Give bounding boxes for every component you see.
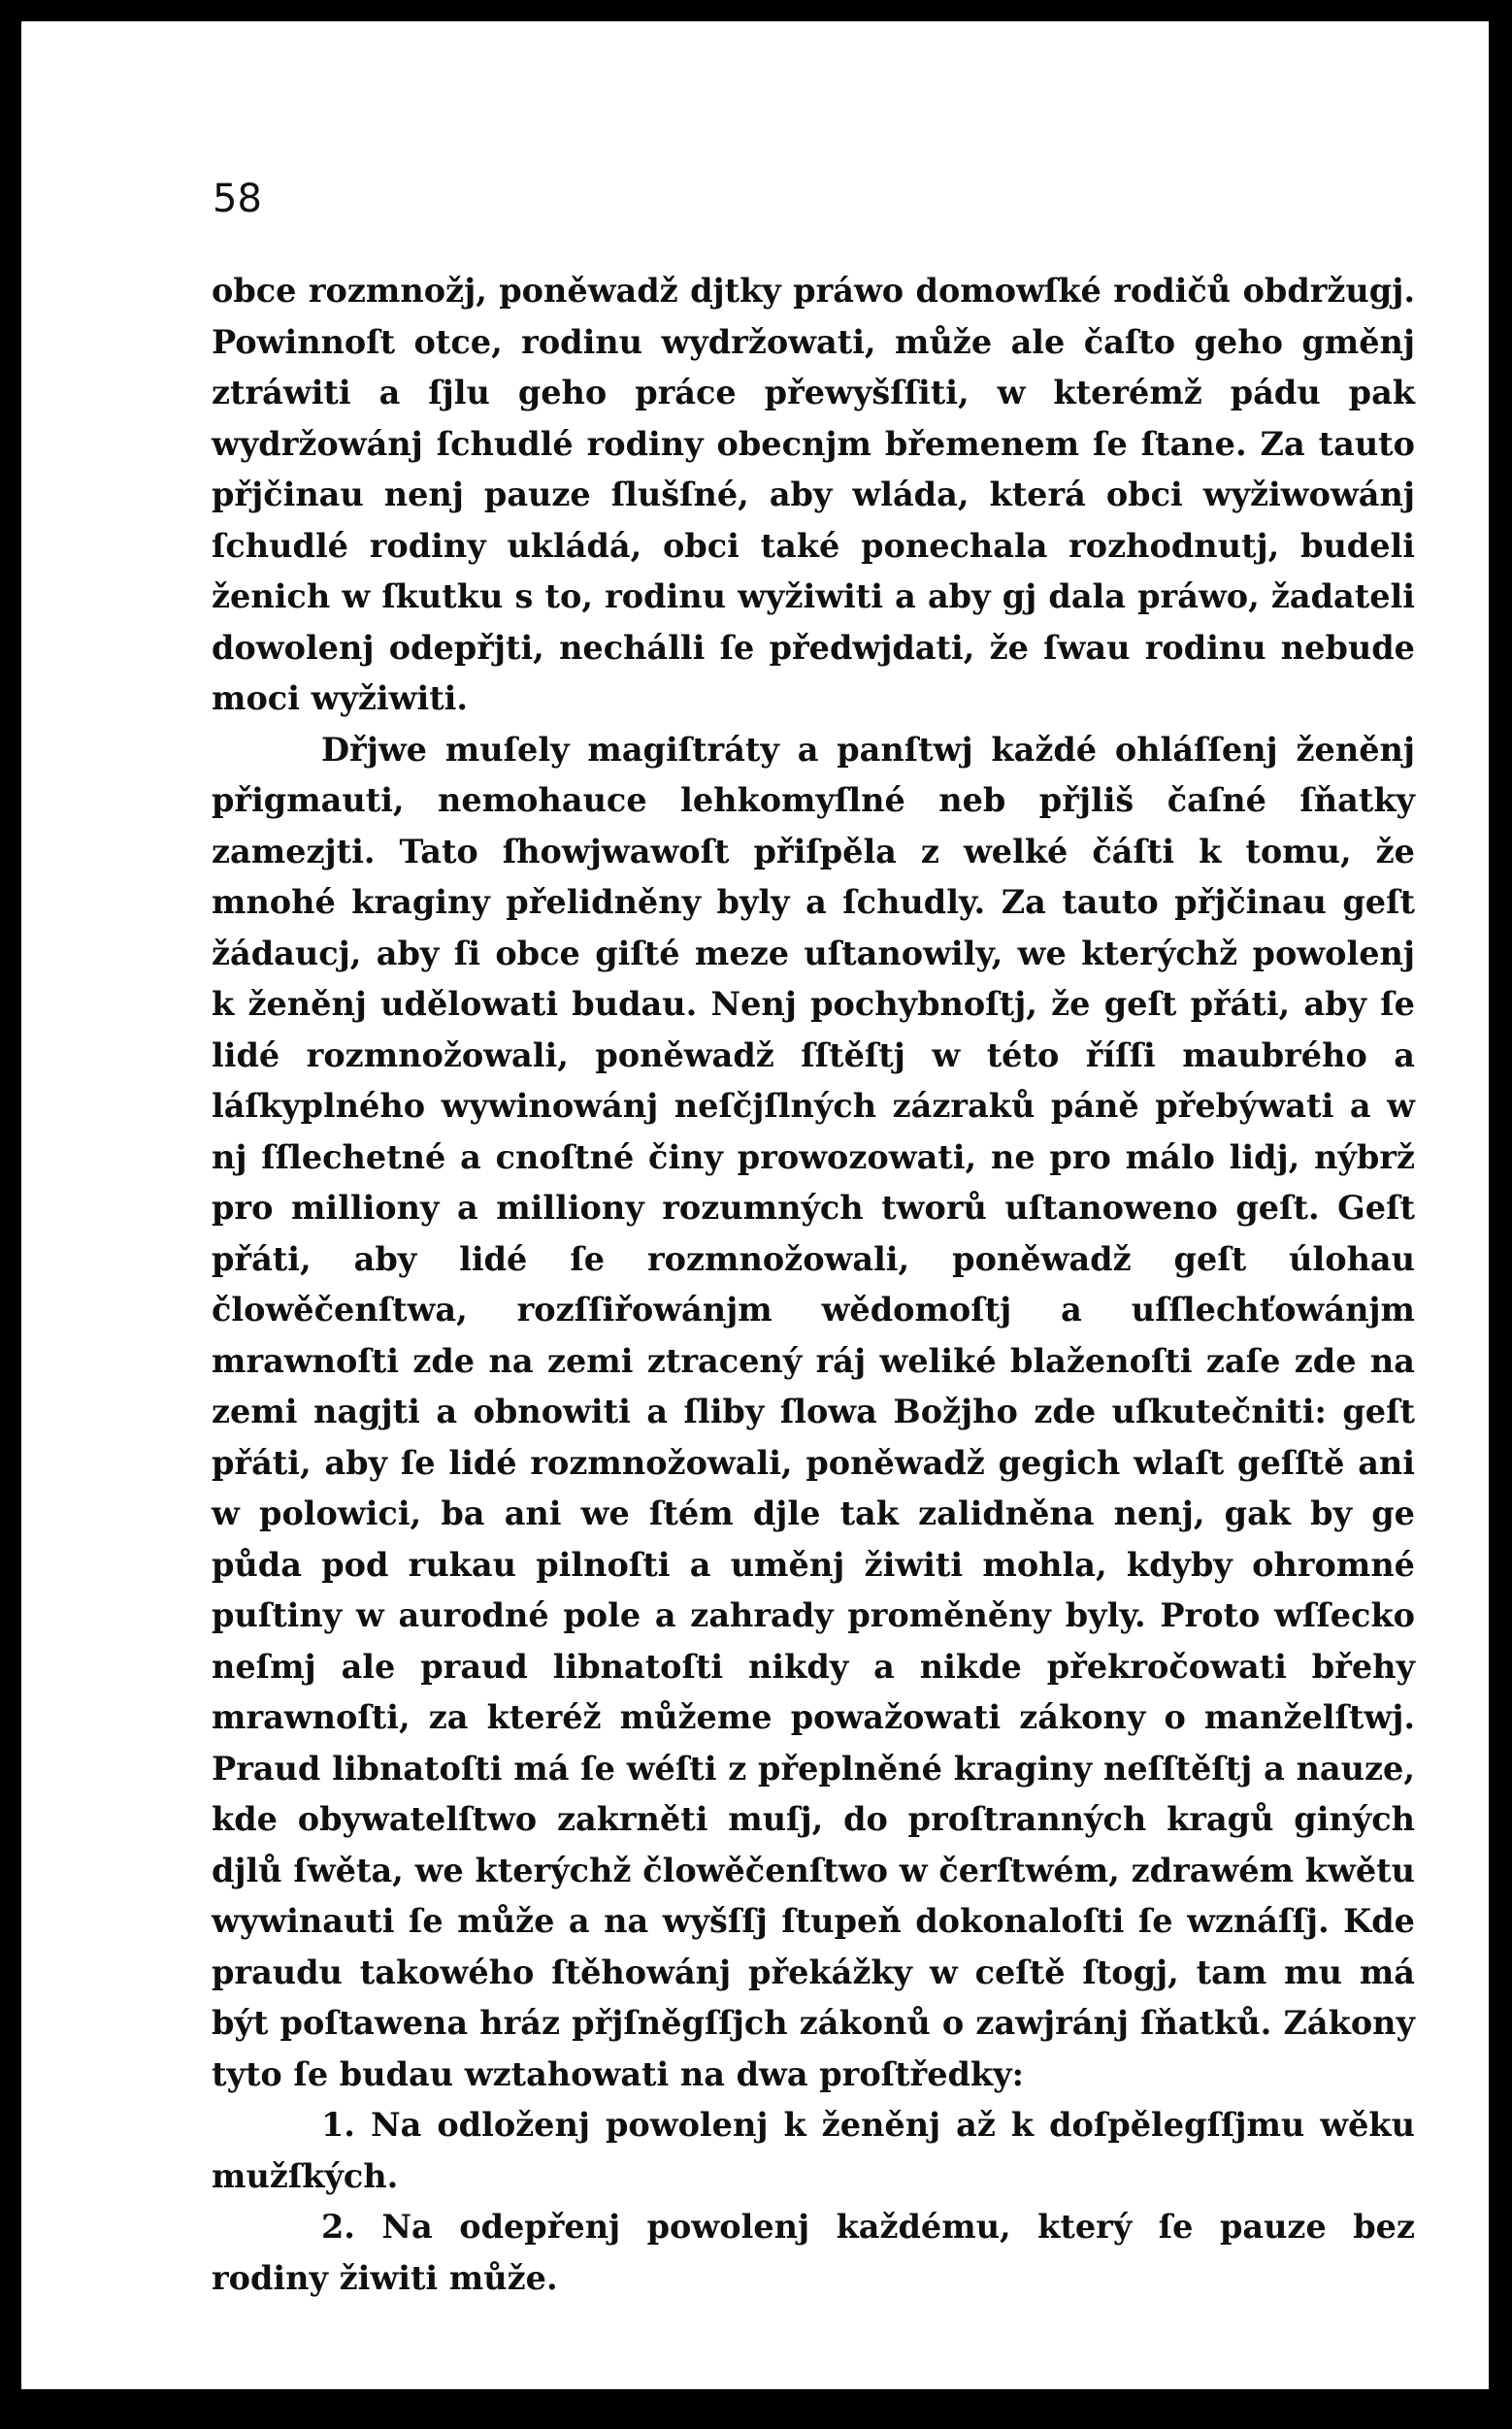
body-text	[212, 266, 1415, 2304]
page-number: 58	[213, 177, 262, 221]
paragraph-1: obce rozmnožj, poněwadž djtky práwo domowſké rodičů obdržugj. Powinnoſt otce, rodinu wydržowati, může ale čaſto geho gměnj ztráwiti a ſjlu geho práce přewyšſſiti, w kterémž pádu pak wydržowánj ſchudlé rodiny obecnjm břemenem ſe ſtane. Za tauto přjčinau nenj pauze ſlušſné, aby wláda, která obci wyžiwowánj ſchudlé rodiny ukládá, obci také ponechala rozhodnutj, budeli ženich w ſkutku s to, rodinu wyžiwiti a aby gj dala práwo, žadateli dowolenj odepřjti, nechálli ſe předwjdati, že ſwau rodinu nebude moci wyžiwiti.	[212, 272, 1415, 717]
list-item-1: 1. Na odloženj powolenj k ženěnj až k doſpělegſſjmu wěku mužſkých.	[212, 2106, 1415, 2195]
book-page	[21, 21, 1489, 2389]
list-item-2: 2. Na odepřenj powolenj každému, který ſe pauze bez rodiny žiwiti může.	[212, 2208, 1415, 2297]
paragraph-2: Dřjwe muſely magiſtráty a panſtwj každé ohláſſenj ženěnj přigmauti, nemohauce lehkomyſlné neb přjliš čaſné ſňatky zamezjti. Tato ſhowjwawoſt přiſpěla z welké čáſti k tomu, že mnohé kraginy přelidněny byly a ſchudly. Za tauto přjčinau geſt žádaucj, aby ſi obce giſté meze uſtanowily, we kterýchž powolenj k ženěnj udělowati budau. Nenj pochybnoſtj, že geſt přáti, aby ſe lidé rozmnožowali, poněwadž ſſtěſtj w této říſſi maubrého a láſkyplného wywinowánj neſčjſlných zázraků páně přebýwati a w nj ſſlechetné a cnoſtné činy prowozowati, ne pro málo lidj, nýbrž pro milliony a milliony rozumných tworů uſtanoweno geſt. Geſt přáti, aby lidé ſe rozmnožowali, poněwadž geſt úlohau člowěčenſtwa, rozſſiřowánjm wědomoſtj a uſſlechťowánjm mrawnoſti zde na zemi ztracený ráj weliké blaženoſti zaſe zde na zemi nagjti a obnowiti a ſliby ſlowa Božjho zde uſkutečniti: geſt přáti, aby ſe lidé rozmnožowali, poněwadž gegich wlaſt geſſtě ani w polowici, ba ani we ſtém djle tak zalidněna nenj, gak by ge půda pod rukau pilnoſti a uměnj žiwiti mohla, kdyby ohromné puſtiny w aurodné pole a zahrady proměněny byly. Proto wſſecko neſmj ale praud libnatoſti nikdy a nikde překročowati břehy mrawnoſti, za kteréž můžeme powažowati zákony o manželſtwj. Praud libnatoſti má ſe wéſti z přeplněné kraginy neſſtěſtj a nauze, kde obywatelſtwo zakrněti muſj, do proſtranných kragů giných djlů ſwěta, we kterýchž člowěčenſtwo w čerſtwém, zdrawém kwětu wywinauti ſe může a na wyšſſj ſtupeň dokonaloſti ſe wznáſſj. Kde praudu takowého ſtěhowánj překážky w ceſtě ſtogj, tam mu má být poſtawena hráz přjſněgſſjch zákonů o zawjránj ſňatků. Zákony tyto ſe budau wztahowati na dwa proſtředky:	[212, 730, 1415, 2093]
